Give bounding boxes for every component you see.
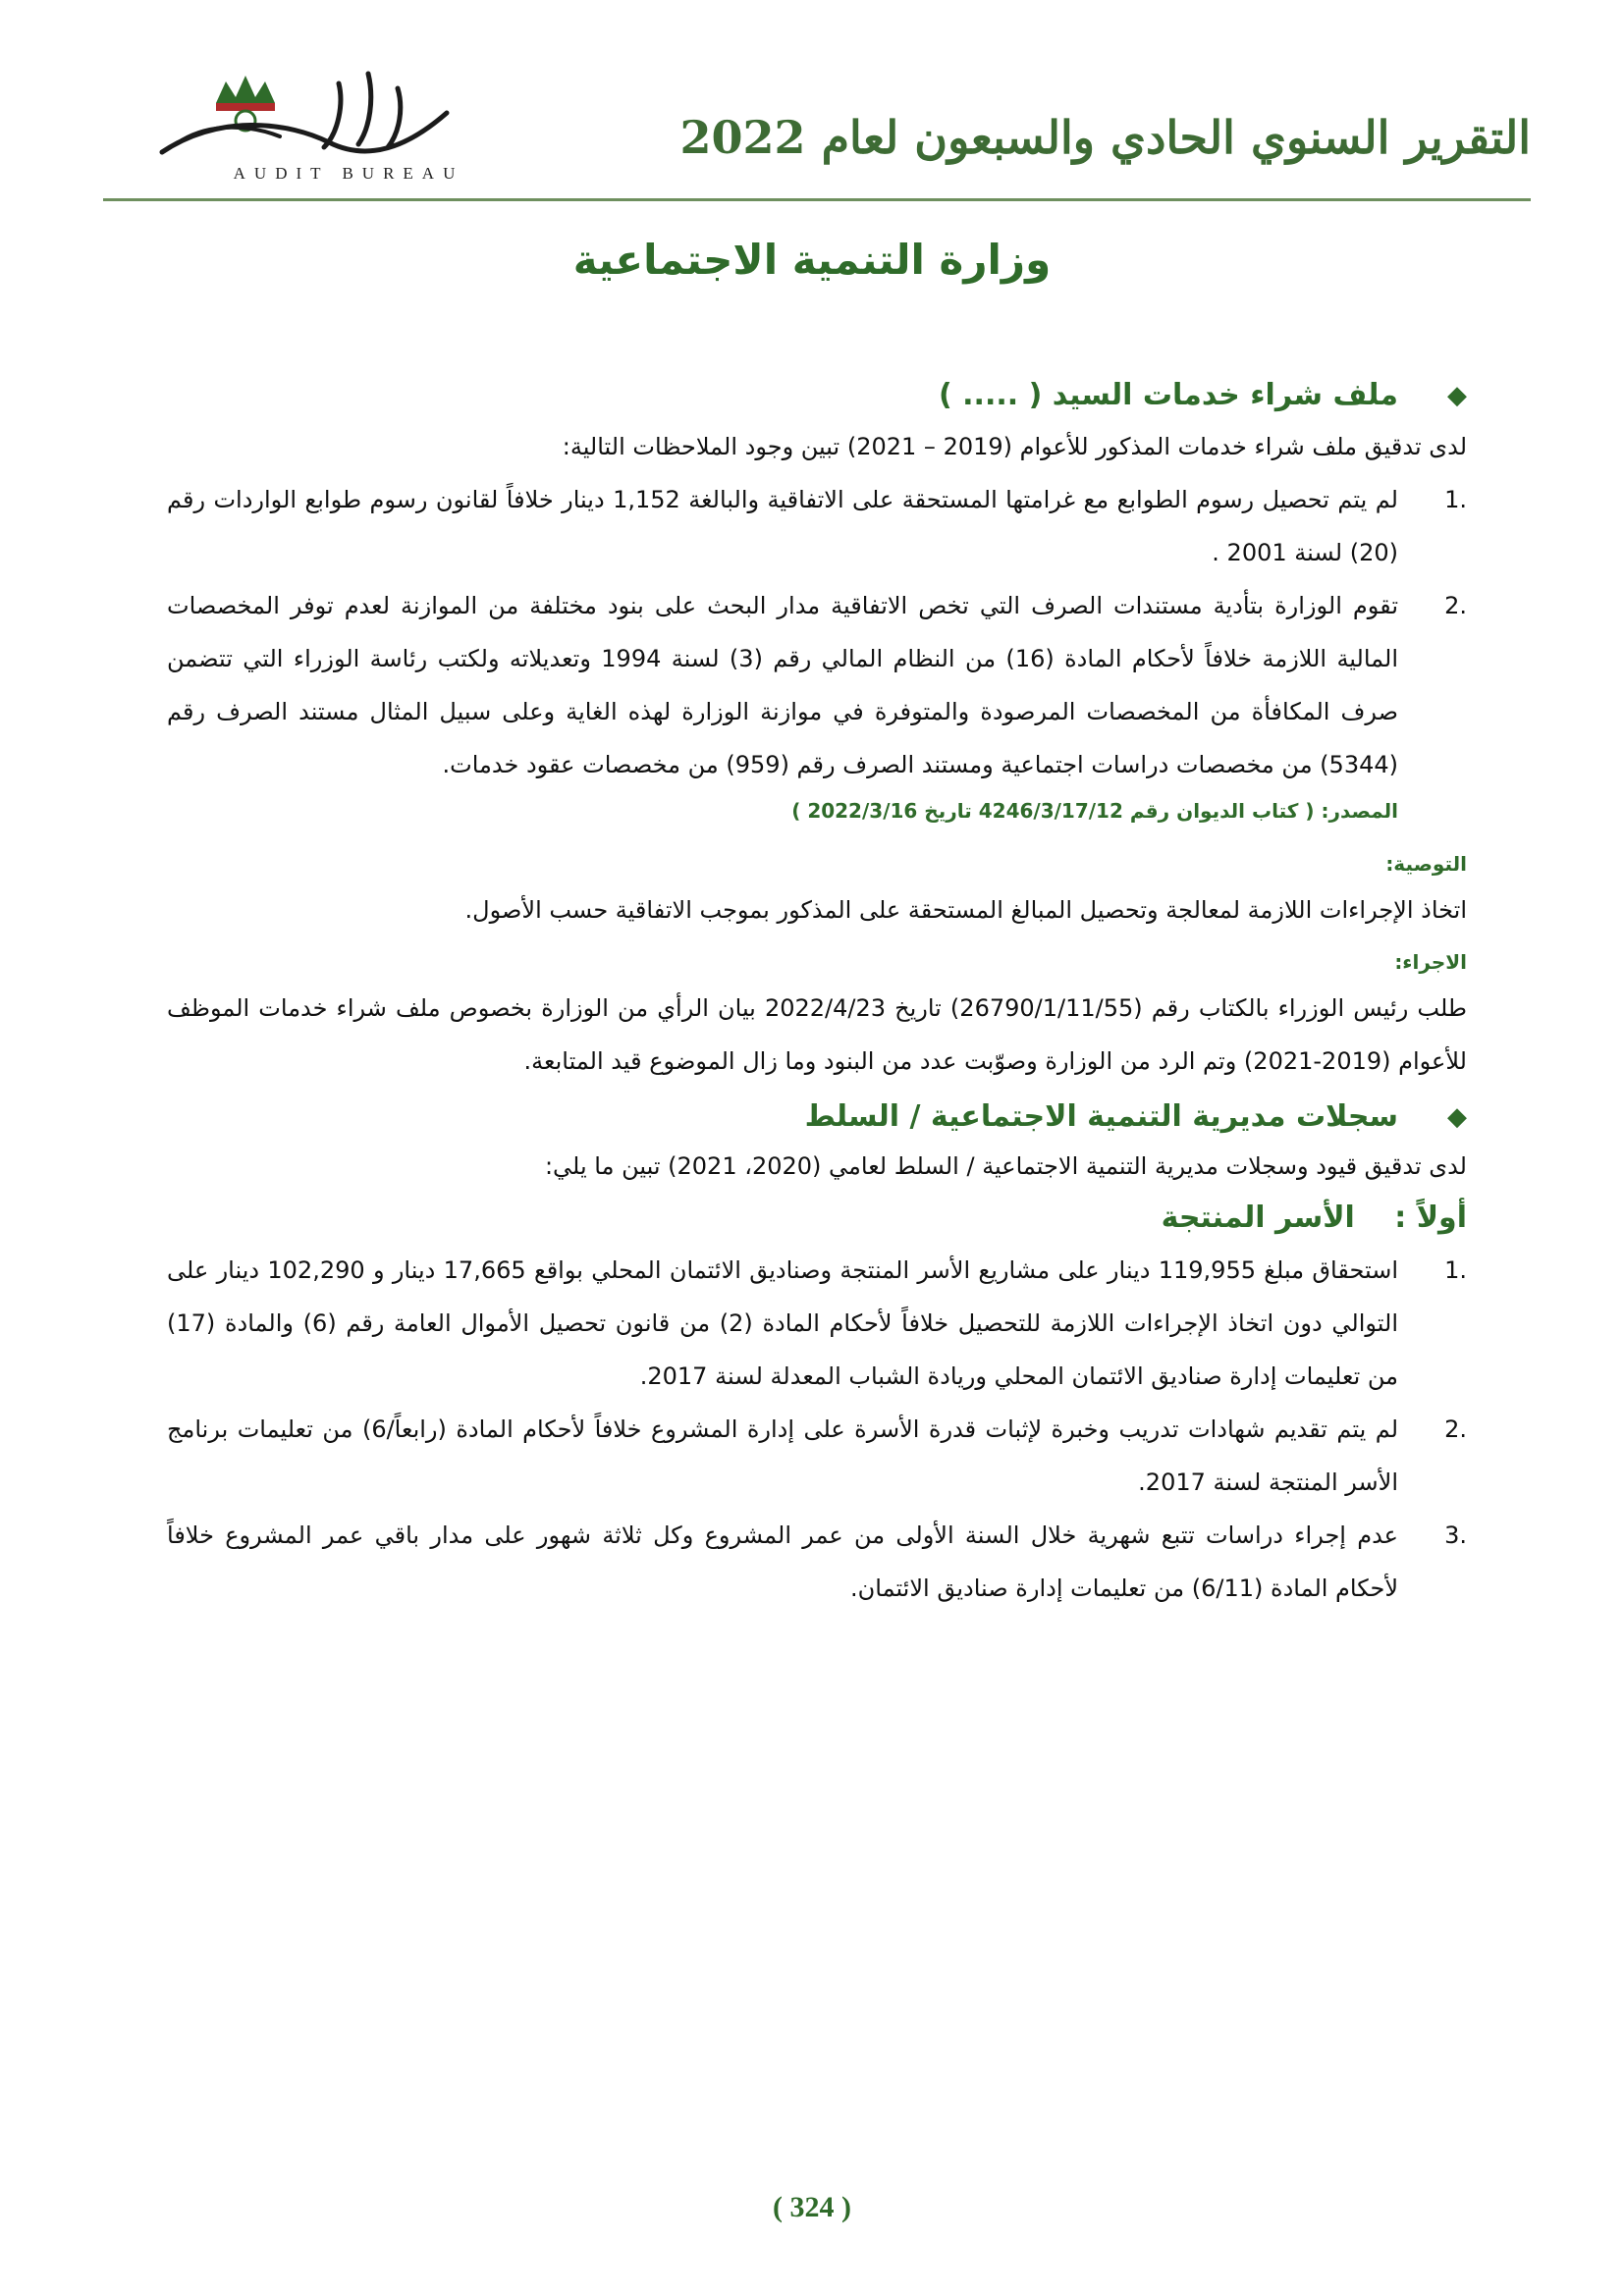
list-item (167, 473, 1467, 579)
page-content (167, 378, 1467, 1615)
page-number: ( 324 ) (773, 2191, 851, 2223)
subsection-title: الأسر المنتجة (1161, 1201, 1355, 1235)
item-text: تقوم الوزارة بتأدية مستندات الصرف التي تخص الاتفاقية مدار البحث على بنود مختلفة من الموازنة لعدم توفر المخصصات المالية اللازمة خلافاً لأحكام المادة (16) من النظام المالي رقم (3) لسنة 1994 وتعديلاته ولكتب رئاسة الوزراء التي تتضمن صرف المكافأة من المخصصات المرصودة والمتوفرة في موازنة الوزارة لهذه الغاية وعلى سبيل المثال مستند الصرف رقم (5344) من مخصصات دراسات اجتماعية ومستند الصرف رقم (959) من مخصصات عقود خدمات. (167, 592, 1399, 778)
source-citation: المصدر: ( كتاب الديوان رقم 4246/3/17/12 تاريخ 2022/3/16 ) (791, 799, 1398, 823)
item-text: لم يتم تحصيل رسوم الطوابع مع غرامتها المستحقة على الاتفاقية والبالغة 1,152 دينار خلافاً لقانون رسوم طوابع الواردات رقم (20) لسنة 2001 . (167, 486, 1398, 566)
item-number: 2. (1444, 592, 1467, 619)
action-text: طلب رئيس الوزراء بالكتاب رقم (26790/1/11/55) تاريخ 2022/4/23 بيان الرأي من الوزارة بخصوص ملف شراء خدمات الموظف للأعوام (2019-2021) وتم الرد من الوزارة وصوّبت عدد من البنود وما زال الموضوع قيد المتابعة. (167, 994, 1467, 1075)
list-item (167, 1244, 1467, 1403)
list-item (167, 1403, 1467, 1509)
audit-bureau-logo (142, 54, 466, 191)
section2-heading-text: سجلات مديرية التنمية الاجتماعية / السلط (804, 1099, 1398, 1134)
item-text: عدم إجراء دراسات تتبع شهرية خلال السنة الأولى من عمر المشروع وكل ثلاثة شهور على مدار باقي عمر المشروع خلافاً لأحكام المادة (6/11) من تعليمات إدارة صناديق الائتمان. (167, 1522, 1398, 1602)
diamond-bullet-icon: ◆ (1447, 1102, 1467, 1132)
section2-heading (167, 1099, 1467, 1134)
item-number: 3. (1444, 1522, 1467, 1549)
action-label: الاجراء: (1394, 950, 1467, 974)
item-number: 1. (1444, 1256, 1467, 1284)
section1-heading-text: ملف شراء خدمات السيد ( ..... ) (939, 378, 1398, 412)
section2-intro: لدى تدقيق قيود وسجلات مديرية التنمية الاجتماعية / السلط لعامي (2020، 2021) تبين ما يلي: (544, 1152, 1467, 1180)
item-number: 1. (1444, 486, 1467, 513)
header-divider (103, 198, 1531, 201)
item-number: 2. (1444, 1415, 1467, 1443)
subsection-ordinal: أولاً : (1394, 1201, 1467, 1235)
item-text: لم يتم تقديم شهادات تدريب وخبرة لإثبات قدرة الأسرة على إدارة المشروع خلافاً لأحكام المادة (رابعاً/6) من تعليمات برنامج الأسر المنتجة لسنة 2017. (167, 1415, 1398, 1496)
section1-heading (167, 378, 1467, 412)
report-title: التقرير السنوي الحادي والسبعون لعام 2022 (679, 111, 1531, 164)
page-header (103, 54, 1531, 201)
recommendation-label: التوصية: (1385, 852, 1467, 876)
subsection-heading (167, 1193, 1467, 1244)
ministry-title: وزارة التنمية الاجتماعية (572, 236, 1052, 284)
recommendation-text: اتخاذ الإجراءات اللازمة لمعالجة وتحصيل المبالغ المستحقة على المذكور بموجب الاتفاقية حسب الأصول. (464, 896, 1467, 924)
section1-intro: لدى تدقيق ملف شراء خدمات المذكور للأعوام (2019 – 2021) تبين وجود الملاحظات التالية: (562, 433, 1467, 460)
list-item (167, 579, 1467, 791)
diamond-bullet-icon: ◆ (1447, 381, 1467, 410)
list-item (167, 1509, 1467, 1615)
item-text: استحقاق مبلغ 119,955 دينار على مشاريع الأسر المنتجة وصناديق الائتمان المحلي بواقع 17,665 دينار و 102,290 دينار على التوالي دون اتخاذ الإجراءات اللازمة للتحصيل خلافاً لأحكام المادة (2) من قانون تحصيل الأموال العامة رقم (6) والمادة (17) من تعليمات إدارة صناديق الائتمان المحلي وريادة الشباب المعدلة لسنة 2017. (167, 1256, 1398, 1390)
logo-english-text: AUDIT BUREAU (233, 164, 464, 183)
